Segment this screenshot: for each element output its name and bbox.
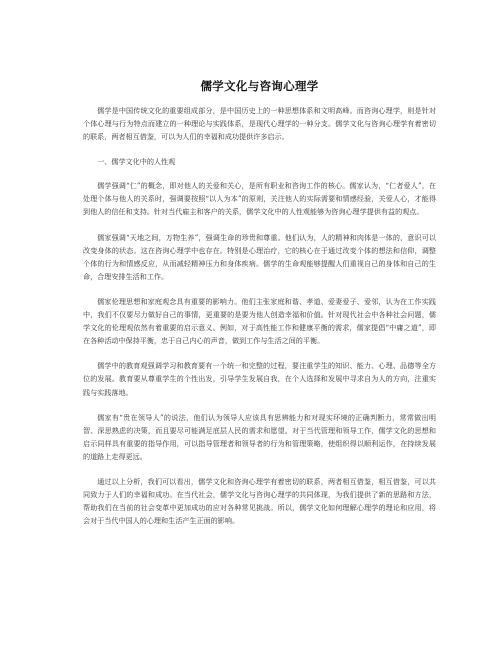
- document-title: 儒学文化与咨询心理学: [200, 79, 319, 93]
- body-paragraph: 儒学中的教育观强调学习和教育要有一个统一和完整的过程，要注重学生的知识、能力、心理、品德等全方位的发展。教育要从尊重学生的个性出发，引导学生发展自我，在个人选择和发展中寻求自为人的方向，注重实践与实践落地。: [83, 361, 436, 397]
- body-paragraph: 儒家有“贵在领导人”的说法，他们认为领导人应该具有思辨能力和对现实环境的正确判断力，常常做出明智、深思熟虑的决策，而且要尽可能满足底层人民的需求和愿望。对于当代管理和领导工作，儒学文化的思想和启示同样具有重要的指导作用，可以指导管理者和领导者的行为和管理策略，使组织得以顺利运作，在持续发展的道路上走得更远。: [83, 412, 436, 461]
- body-paragraph: 儒家伦理思想和家庭观念具有重要的影响力。他们主张家庭和谐、孝道、爱妻爱子、爱邻，认为在工作实践中，我们不仅要尽力做好自己的事情，更重要的是要为他人创造幸福和价值。针对现代社会中各种社会问题，儒学文化的伦理观依然有着重要的启示意义。例如，对于高性能工作和健康平衡的需求，儒家提倡“中庸之道”，即在各种活动中保持平衡，忠于自己内心的声音，做到工作与生活之间的平衡。: [83, 296, 436, 346]
- body-paragraph: 儒学强调“仁”的概念，即对他人的关爱和关心，是所有职业和咨询工作的核心。儒家认为，“仁者爱人”，在处理个体与他人的关系时，强调要按照“以人为本”的原则，关注他人的实际需要和情感经验，关爱人心，才能得到他人的信任和支持。针对当代雇主和客户的关系，儒学文化中的人性观能够为咨询心理学提供有益的观点。: [83, 181, 436, 217]
- conclusion-paragraph: 通过以上分析，我们可以看出，儒学文化和咨询心理学有着密切的联系，两者相互借鉴，相互借鉴，可以共同致力于人们的幸福和成功。在当代社会，儒学文化与咨询心理学的共同体现，为我们提供了新的思路和方法，帮助我们在当前的社会变革中更加成功的应对各种常见挑战。所以，儒学文化如何理解心理学的理论和应用，将会对于当代中国人的心理和生活产生正面的影响。: [83, 476, 436, 526]
- body-paragraph: 儒家强调“天地之间，万物生养”，强调生命的珍贵和尊重。他们认为，人的精神和肉体是一体的，意识可以改变身体的状态。这在咨询心理学中也存在。特别是心理治疗，它的核心在于通过改变个体的想法和信仰，调整个体的行为和情感反应，从而减轻精神压力和身体疾病。儒学的生命观能够提醒人们重视自己的身体和自己的生命，合理安排生活和工作。: [83, 232, 436, 281]
- intro-paragraph: 儒学是中国传统文化的重要组成部分，是中国历史上的一种思想体系和文明高峰。而咨询心理学，则是针对个体心理与行为特点而建立的一种理论与实践体系，是现代心理学的一种分支。儒学文化与咨询心理学有着密切的联系，两者相互借鉴，可以为人们的幸福和成功提供许多启示。: [83, 106, 436, 142]
- section-heading: 一、儒学文化中的人性观: [97, 157, 176, 167]
